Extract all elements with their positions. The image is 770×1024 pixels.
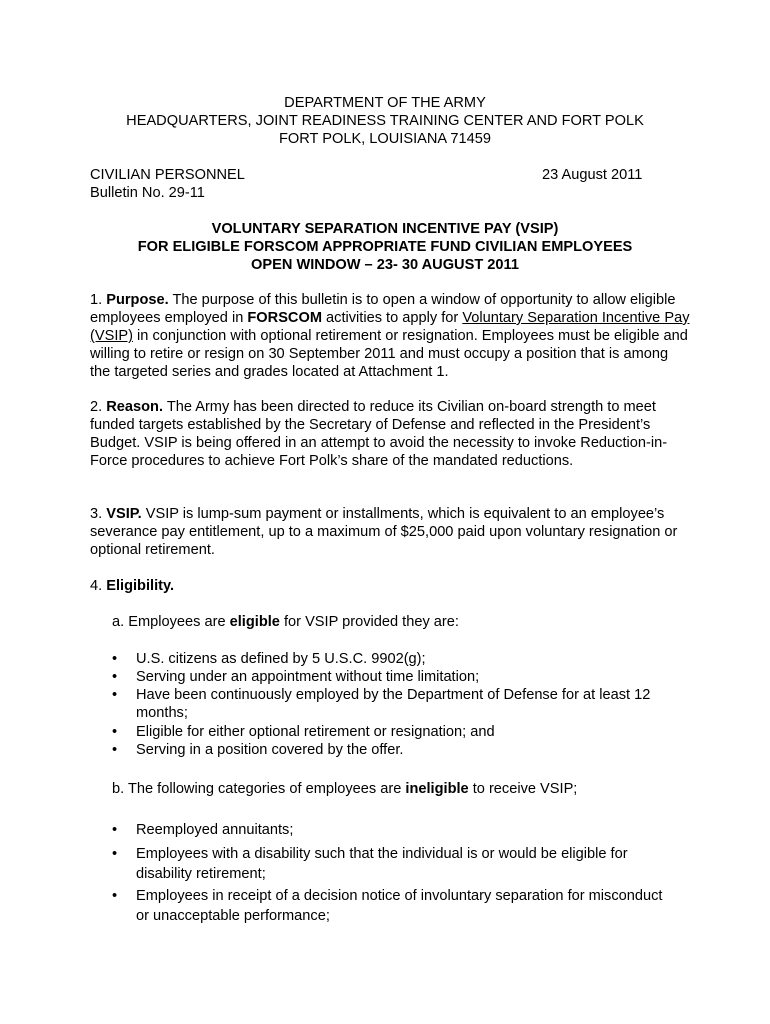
list-item-text: Have been continuously employed by the Department of Defense for at least 12 months; — [136, 687, 651, 721]
section-text: The Army has been directed to reduce its Civilian on-board strength to meet funded targets established by the Secretary of Defense and reflected in the President’s Budget. VSIP is being offered in an attempt to avoid the necessity to invoke Reduction-in-Force procedures to achieve Fort Polk’s share of the mandated reductions. — [90, 399, 668, 469]
bulletin-date: 23 August 2011 — [542, 167, 643, 183]
section-text: b. The following categories of employees are — [112, 781, 402, 797]
letterhead-line-3: FORT POLK, LOUISIANA 71459 — [279, 131, 491, 147]
section-heading: VSIP. — [106, 506, 142, 522]
vsip-underlined-term: Voluntary Separation Incentive Pay (VSIP) — [90, 310, 690, 344]
section-eligibility — [90, 577, 690, 595]
bullet-icon: • — [112, 669, 118, 685]
letterhead-line-1: DEPARTMENT OF THE ARMY — [284, 95, 486, 111]
bullet-icon: • — [112, 687, 118, 703]
bullet-icon: • — [112, 846, 118, 862]
section-text: in conjunction with optional retirement or resignation. Employees must be eligible and willing to retire or resign on 30 September 2011 and must occupy a position that is among the targeted series and grades located at Attachment 1. — [90, 328, 688, 380]
title-line-2: FOR ELIGIBLE FORSCOM APPROPRIATE FUND CIVILIAN EMPLOYEES — [137, 239, 633, 255]
section-text: a. Employees are — [112, 614, 226, 630]
eligible-intro — [112, 613, 692, 631]
list-item-text: Eligible for either optional retirement or resignation; and — [136, 724, 495, 740]
list-item-text: Serving under an appointment without time limitation; — [136, 669, 480, 685]
title-line-3: OPEN WINDOW – 23- 30 AUGUST 2011 — [251, 257, 519, 273]
bullet-icon: • — [112, 888, 118, 904]
section-text: for VSIP provided they are: — [283, 614, 459, 630]
section-reason — [90, 398, 690, 470]
letterhead-line-2: HEADQUARTERS, JOINT READINESS TRAINING CENTER AND FORT POLK — [126, 113, 644, 129]
list-item-text: Serving in a position covered by the offer. — [136, 742, 404, 758]
emphasis-text: ineligible — [405, 781, 469, 797]
section-text: The purpose of this bulletin is to open a window of opportunity to allow eligible employees employed in — [90, 292, 676, 326]
section-heading: Purpose. — [106, 292, 169, 308]
section-number: 4. — [90, 578, 103, 594]
title-line-1: VOLUNTARY SEPARATION INCENTIVE PAY (VSIP) — [211, 221, 559, 237]
section-purpose — [90, 291, 690, 381]
bullet-icon: • — [112, 651, 118, 667]
emphasis-text: FORSCOM — [247, 310, 322, 326]
bullet-icon: • — [112, 742, 118, 758]
emphasis-text: eligible — [229, 614, 280, 630]
list-item-text: Employees with a disability such that the individual is or would be eligible for disability retirement; — [136, 846, 628, 882]
section-text: VSIP is lump-sum payment or installments, which is equivalent to an employee’s severance pay entitlement, up to a maximum of $25,000 paid upon voluntary resignation or optional retirement. — [90, 506, 678, 558]
office-label: CIVILIAN PERSONNEL — [90, 167, 245, 183]
section-number: 1. — [90, 292, 103, 308]
section-text: activities to apply for — [326, 310, 459, 326]
section-heading: Eligibility. — [106, 578, 175, 594]
section-text: to receive VSIP; — [472, 781, 578, 797]
ineligible-intro — [112, 780, 692, 798]
bullet-icon: • — [112, 822, 118, 838]
section-number: 2. — [90, 399, 103, 415]
section-vsip — [90, 505, 690, 559]
list-item-text: U.S. citizens as defined by 5 U.S.C. 9902(g); — [136, 651, 426, 667]
section-number: 3. — [90, 506, 103, 522]
bullet-icon: • — [112, 724, 118, 740]
list-item-text: Employees in receipt of a decision notice of involuntary separation for misconduct or unacceptable performance; — [136, 888, 663, 924]
list-item-text: Reemployed annuitants; — [136, 822, 294, 838]
bulletin-number: Bulletin No. 29-11 — [90, 185, 205, 201]
section-heading: Reason. — [106, 399, 164, 415]
